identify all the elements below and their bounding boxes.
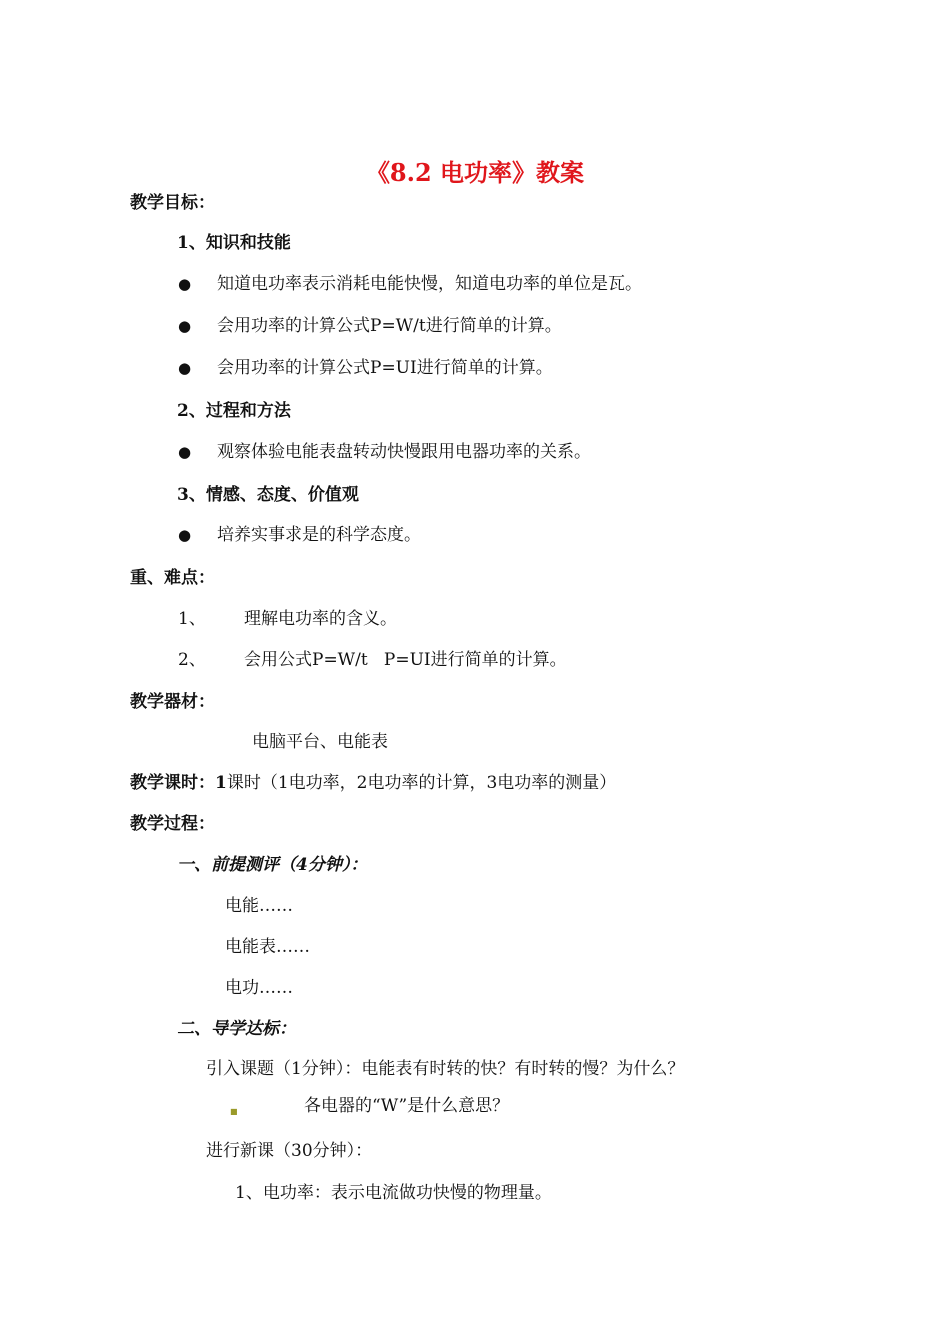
part1-item-3: 电功…… [225,978,293,998]
key-point-2-text: 会用公式P=W/t P=UI进行简单的计算。 [244,650,567,670]
bullet-icon: ● [178,275,192,293]
bullet-icon: ● [178,317,192,335]
part2-intro: 引入课题（1分钟）：电能表有时转的快？有时转的慢？为什么？ [206,1059,685,1079]
part2-heading: 二、导学达标： [177,1019,296,1039]
process-heading: 2、过程和方法 [177,401,291,421]
bullet-icon: ● [178,526,192,544]
part1-heading: 一、前提测评（4分钟）： [177,855,368,875]
bullet-icon: ● [178,443,192,461]
part1-item-2: 电能表…… [225,937,310,957]
part2-question: 各电器的“W”是什么意思？ [304,1096,510,1116]
key-points-heading: 重、难点： [130,568,215,588]
knowledge-item-3: 会用功率的计算公式P=UI进行简单的计算。 [217,358,553,378]
part2-point-1: 1、电功率：表示电流做功快慢的物理量。 [235,1183,552,1203]
periods-count: 1 [215,773,227,793]
key-point-1-text: 理解电功率的含义。 [244,609,397,629]
attitude-item-1: 培养实事求是的科学态度。 [217,525,421,545]
periods-heading: 教学课时： [130,773,215,793]
periods-line [130,775,616,792]
process-section-heading: 教学过程： [130,814,215,834]
materials-text: 电脑平台、电能表 [252,732,388,752]
materials-heading: 教学器材： [130,692,215,712]
knowledge-item-2: 会用功率的计算公式P=W/t进行简单的计算。 [217,316,562,336]
process-item-1: 观察体验电能表盘转动快慢跟用电器功率的关系。 [217,442,591,462]
key-point-1-number: 1、 [178,609,206,629]
key-point-2-number: 2、 [178,650,206,670]
knowledge-item-1: 知道电功率表示消耗电能快慢，知道电功率的单位是瓦。 [217,274,642,294]
part1-item-1: 电能…… [225,896,293,916]
knowledge-heading: 1、知识和技能 [177,233,291,253]
part2-new-lesson: 进行新课（30分钟）： [206,1141,373,1161]
marker-icon: ■ [230,1107,238,1116]
page-title: 《8.2 电功率》教案 [365,158,585,187]
bullet-icon: ● [178,359,192,377]
attitude-heading: 3、情感、态度、价值观 [177,485,359,505]
goals-heading: 教学目标： [130,193,215,213]
periods-text: 课时（1电功率，2电功率的计算，3电功率的测量） [226,773,617,793]
